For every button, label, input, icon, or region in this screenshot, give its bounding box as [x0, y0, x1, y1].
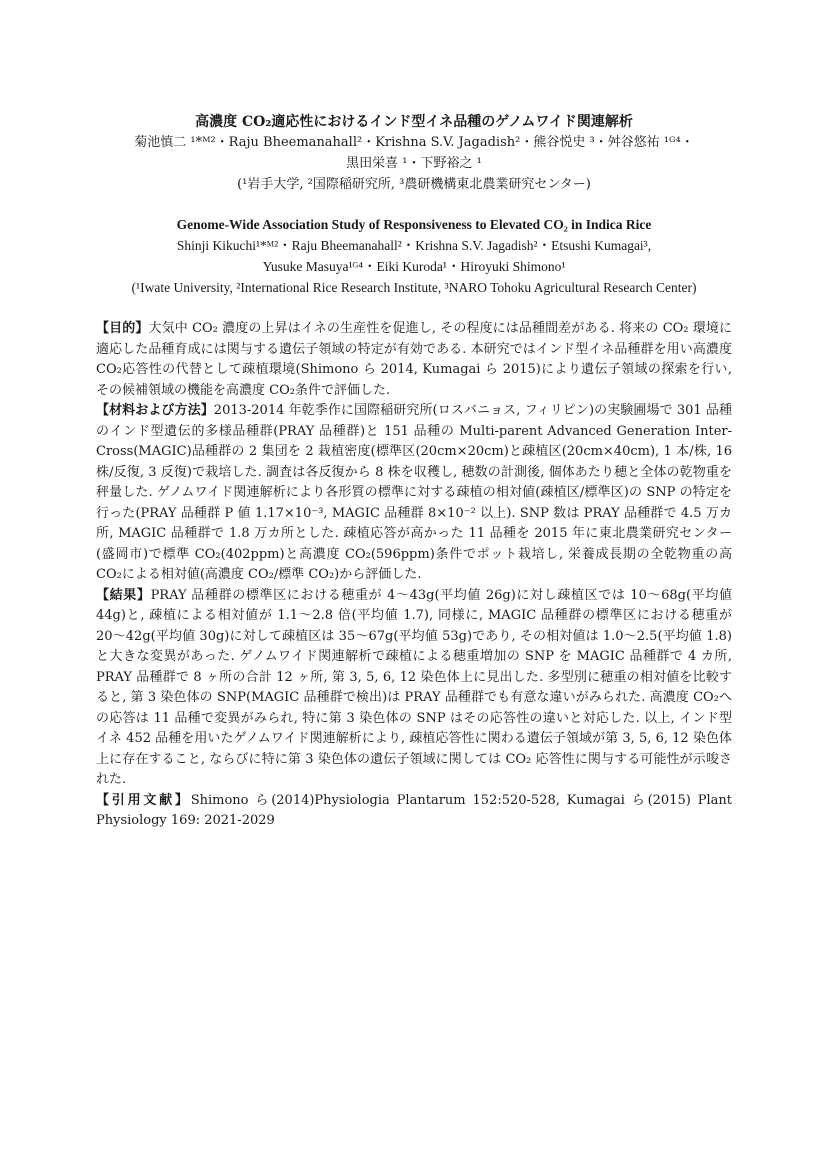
abstract-page — [96, 112, 732, 832]
japanese-title: 高濃度 CO₂適応性におけるインド型イネ品種のゲノムワイド関連解析 — [195, 114, 633, 130]
purpose-heading: 【目的】 — [96, 321, 149, 336]
methods-text: 2013-2014 年乾季作に国際稲研究所(ロスバニョス, フィリピン)の実験圃場で 301 品種のインド型遺伝的多様品種群(PRAY 品種群)と 151 品種の Multi-parent Advanced Generation Inter-Cross(MAGIC)品種群の 2 集団を 2 栽植密度(標準区(20cm×20cm)と疎植区(20cm×40cm), 1 本/株, 16 株/反復, 3 反復)で栽培した. 調査は各反復から 8 株を収穫し, 穂数の計測後, 個体あたり穂と全体の乾物重を秤量した. ゲノムワイド関連解析により各形質の標準に対する疎植の相対値(疎植区/標準区)の SNP の特定を行った(PRAY 品種群 P 値 1.17×10⁻³, MAGIC 品種群 8×10⁻² 以上). SNP 数は PRAY 品種群で 4.5 万カ所, MAGIC 品種群で 1.8 万カ所とした. 疎植応答が高かった 11 品種を 2015 年に東北農業研究センター(盛岡市)で標準 CO₂(402ppm)と高濃度 CO₂(596ppm)条件でポット栽培し, 栄養成長期の全乾物重の高 CO₂による相対値(高濃度 CO₂/標準 CO₂)から評価した. — [96, 403, 732, 582]
references-section — [96, 791, 732, 832]
methods-heading: 【材料および方法】 — [96, 403, 214, 418]
english-affiliations: (¹Iwate University, ²International Rice Research Institute, ³NARO Tohoku Agricultural Research Center) — [131, 280, 697, 295]
purpose-text: 大気中 CO₂ 濃度の上昇はイネの生産性を促進し, その程度には品種間差がある. 将来の CO₂ 環境に適応した品種育成には関与する遺伝子領域の特定が有効である. 本研究ではインド型イネ品種群を用い高濃度 CO₂応答性の代替として疎植環境(Shimono ら 2014, Kumagai ら 2015)により遺伝子領域の探索を行い, その候補領域の機能を高濃度 CO₂条件で評価した. — [96, 321, 732, 398]
japanese-affiliations: (¹岩手大学, ²国際稲研究所, ³農研機構東北農業研究センター) — [237, 177, 591, 192]
results-text: PRAY 品種群の標準区における穂重が 4〜43g(平均値 26g)に対し疎植区では 10〜68g(平均値 44g)と, 疎植による相対値が 1.1〜2.8 倍(平均値 1.7), 同様に, MAGIC 品種群の標準区における穂重が 20〜42g(平均値 30g)に対して疎植区は 35〜67g(平均値 53g)であり, その相対値は 1.0〜2.5(平均値 1.8)と大きな変異があった. ゲノムワイド関連解析で疎植による穂重増加の SNP を MAGIC 品種群で 4 カ所, PRAY 品種群で 8 ヶ所の合計 12 ヶ所, 第 3, 5, 6, 12 染色体上に見出した. 多型別に穂重の相対値を比較すると, 第 3 染色体の SNP(MAGIC 品種群で検出)は PRAY 品種群でも有意な違いがみられた. 高濃度 CO₂への応答は 11 品種で変異がみられ, 特に第 3 染色体の SNP はその応答性の違いと対応した. 以上, インド型イネ 452 品種を用いたゲノムワイド関連解析により, 疎植応答性に関わる遺伝子領域が第 3, 5, 6, 12 染色体上に存在すること, ならびに特に第 3 染色体の遺伝子領域に関しては CO₂ 応答性に関与する可能性が示唆された. — [96, 587, 732, 787]
results-section — [96, 586, 732, 791]
results-heading: 【結果】 — [96, 587, 151, 603]
references-heading: 【引用文献】 — [96, 792, 191, 808]
methods-section — [96, 401, 732, 586]
english-title: Genome-Wide Association Study of Responsiveness to Elevated CO₂ in Indica Rice — [176, 217, 652, 232]
english-authors — [96, 235, 732, 277]
spacer — [96, 195, 732, 214]
english-authors-line-1: Shinji Kikuchi¹*ᴹ²・Raju Bheemanahall²・Krishna S.V. Jagadish²・Etsushi Kumagai³, — [176, 238, 652, 253]
english-authors-line-2: Yusuke Masuya¹ᴳ⁴・Eiki Kuroda¹・Hiroyuki Shimono¹ — [262, 259, 566, 274]
japanese-authors — [96, 132, 732, 174]
japanese-authors-line-1: 菊池慎二 ¹*ᴹ²・Raju Bheemanahall²・Krishna S.V. Jagadish²・熊谷悦史 ³・舛谷悠祐 ¹ᴳ⁴・ — [134, 135, 694, 150]
references-text: Shimono ら(2014)Physiologia Plantarum 152:520-528, Kumagai ら(2015) Plant Physiology 169: 2021-2029 — [96, 792, 732, 828]
spacer — [96, 298, 732, 319]
purpose-section — [96, 319, 732, 401]
japanese-authors-line-2: 黒田栄喜 ¹・下野裕之 ¹ — [346, 156, 482, 171]
